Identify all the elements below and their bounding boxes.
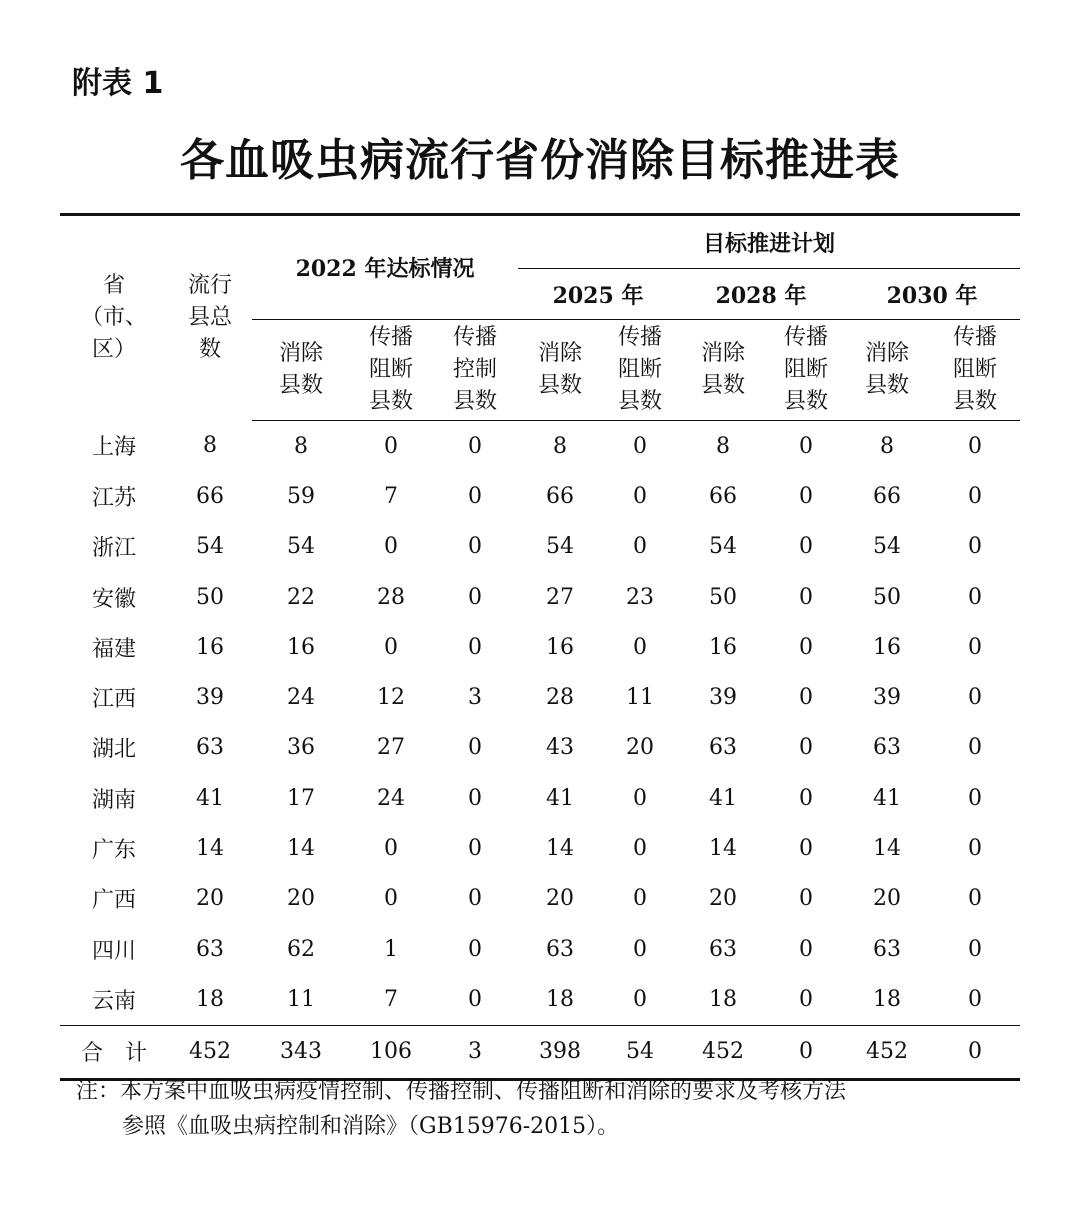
cell-i25: 0	[633, 886, 648, 912]
cell-e30: 20	[873, 886, 902, 912]
cell-c22: 0	[468, 534, 482, 560]
cell-c22: 0	[468, 584, 482, 610]
cell-i25: 0	[633, 986, 648, 1012]
cell-i25: 54	[602, 1025, 678, 1079]
header-2022-interrupted: 传播阻断县数	[350, 320, 432, 421]
target-table	[60, 213, 1020, 1081]
cell-e30: 8	[880, 433, 895, 459]
header-2028-interrupted: 传播阻断县数	[768, 320, 844, 421]
table-row	[60, 622, 1020, 672]
cell-e28: 18	[709, 986, 738, 1012]
cell-i22: 0	[384, 634, 398, 660]
cell-i25: 23	[626, 584, 655, 610]
cell-i28: 0	[799, 735, 814, 761]
cell-e22: 22	[287, 584, 315, 610]
cell-e30: 54	[873, 534, 902, 560]
total-row	[60, 1025, 1020, 1079]
table-row	[60, 672, 1020, 722]
cell-e30: 452	[844, 1025, 930, 1079]
cell-i30: 0	[968, 433, 983, 459]
header-2025-eliminated: 消除县数	[518, 320, 602, 421]
cell-i30: 0	[968, 735, 983, 761]
cell-i22: 7	[384, 986, 398, 1012]
cell-i28: 0	[799, 986, 814, 1012]
cell-e22: 59	[287, 483, 315, 509]
cell-e25: 43	[546, 735, 575, 761]
cell-i28: 0	[799, 534, 814, 560]
province-name: 湖北	[91, 737, 136, 763]
cell-i30: 0	[968, 634, 983, 660]
cell-total: 66	[196, 483, 224, 509]
cell-i28: 0	[799, 584, 814, 610]
cell-i25: 11	[626, 685, 655, 711]
cell-e28: 63	[709, 735, 738, 761]
cell-e28: 8	[716, 433, 731, 459]
table-note	[76, 1074, 976, 1144]
cell-c22: 0	[468, 735, 482, 761]
cell-e25: 54	[546, 534, 575, 560]
header-target-plan: 目标推进计划	[518, 215, 1020, 269]
cell-i30: 0	[930, 1025, 1020, 1079]
cell-i28: 0	[768, 1025, 844, 1079]
cell-e28: 66	[709, 483, 738, 509]
cell-c22: 0	[468, 836, 482, 862]
province-name: 云南	[91, 988, 136, 1014]
cell-i25: 0	[633, 433, 648, 459]
cell-e28: 20	[709, 886, 738, 912]
cell-e30: 14	[873, 836, 902, 862]
cell-e28: 39	[709, 685, 738, 711]
cell-c22: 3	[432, 1025, 518, 1079]
cell-e22: 20	[287, 886, 315, 912]
cell-e30: 41	[873, 785, 902, 811]
cell-e28: 54	[709, 534, 738, 560]
cell-c22: 0	[468, 785, 482, 811]
header-2030-eliminated: 消除县数	[844, 320, 930, 421]
cell-e25: 20	[546, 886, 575, 912]
province-name: 江西	[91, 687, 136, 713]
cell-e22: 11	[287, 986, 315, 1012]
cell-i28: 0	[799, 634, 814, 660]
province-name: 四川	[91, 938, 136, 964]
cell-e28: 63	[709, 936, 738, 962]
cell-c22: 0	[468, 433, 482, 459]
cell-i28: 0	[799, 886, 814, 912]
header-2028-eliminated: 消除县数	[678, 320, 768, 421]
page-title: 各血吸虫病流行省份消除目标推进表	[180, 135, 900, 186]
province-name: 湖南	[91, 787, 136, 813]
cell-e22: 24	[287, 685, 315, 711]
cell-e25: 18	[546, 986, 575, 1012]
cell-total: 50	[196, 584, 224, 610]
note-line-1: 注：本方案中血吸虫病疫情控制、传播控制、传播阻断和消除的要求及考核方法	[76, 1079, 847, 1104]
cell-total: 14	[196, 836, 224, 862]
cell-total: 8	[203, 433, 217, 459]
cell-total: 54	[196, 534, 224, 560]
cell-e22: 16	[287, 634, 315, 660]
cell-e30: 66	[873, 483, 902, 509]
header-2022-eliminated: 消除县数	[252, 320, 350, 421]
cell-e28: 50	[709, 584, 738, 610]
cell-i22: 106	[350, 1025, 432, 1079]
cell-total: 63	[196, 936, 224, 962]
cell-e30: 16	[873, 634, 902, 660]
cell-e22: 8	[294, 433, 308, 459]
table-row	[60, 874, 1020, 924]
cell-i30: 0	[968, 534, 983, 560]
cell-i28: 0	[799, 785, 814, 811]
cell-i30: 0	[968, 836, 983, 862]
cell-c22: 0	[468, 634, 482, 660]
cell-c22: 0	[468, 936, 482, 962]
cell-i28: 0	[799, 483, 814, 509]
cell-i25: 0	[633, 634, 648, 660]
cell-total: 20	[196, 886, 224, 912]
cell-e28: 41	[709, 785, 738, 811]
table-row	[60, 723, 1020, 773]
cell-total: 41	[196, 785, 224, 811]
table-row	[60, 471, 1020, 521]
cell-e28: 14	[709, 836, 738, 862]
cell-i22: 0	[384, 886, 398, 912]
cell-e30: 39	[873, 685, 902, 711]
table-row	[60, 924, 1020, 974]
cell-i30: 0	[968, 584, 983, 610]
cell-i22: 0	[384, 534, 398, 560]
province-name: 广东	[91, 838, 136, 864]
cell-i22: 1	[384, 936, 398, 962]
header-year-2025: 2025 年	[518, 269, 678, 320]
cell-e25: 8	[553, 433, 568, 459]
cell-e25: 398	[518, 1025, 602, 1079]
cell-i25: 0	[633, 534, 648, 560]
cell-e25: 66	[546, 483, 575, 509]
cell-e25: 63	[546, 936, 575, 962]
cell-i25: 0	[633, 483, 648, 509]
cell-i25: 0	[633, 836, 648, 862]
cell-e30: 18	[873, 986, 902, 1012]
cell-c22: 0	[468, 483, 482, 509]
cell-i25: 20	[626, 735, 655, 761]
cell-c22: 3	[468, 685, 482, 711]
header-province: 省（市、区）	[80, 273, 147, 363]
appendix-label: 附表 1	[72, 66, 164, 101]
table-body	[60, 421, 1020, 1026]
cell-e28: 452	[678, 1025, 768, 1079]
cell-e25: 14	[546, 836, 575, 862]
header-2022-controlled: 传播控制县数	[432, 320, 518, 421]
cell-i30: 0	[968, 785, 983, 811]
province-name: 福建	[91, 636, 136, 662]
cell-i28: 0	[799, 936, 814, 962]
cell-e25: 41	[546, 785, 575, 811]
province-name: 浙江	[91, 536, 136, 562]
table-row	[60, 572, 1020, 622]
cell-e22: 17	[287, 785, 315, 811]
cell-e22: 36	[287, 735, 315, 761]
cell-e30: 63	[873, 735, 902, 761]
cell-i30: 0	[968, 886, 983, 912]
cell-i30: 0	[968, 986, 983, 1012]
cell-c22: 0	[468, 886, 482, 912]
cell-total: 39	[196, 685, 224, 711]
cell-i28: 0	[799, 685, 814, 711]
cell-i22: 12	[377, 685, 405, 711]
table-row	[60, 974, 1020, 1025]
cell-i22: 0	[384, 433, 398, 459]
cell-i22: 7	[384, 483, 398, 509]
header-2025-interrupted: 传播阻断县数	[602, 320, 678, 421]
province-name: 江苏	[91, 485, 136, 511]
cell-e25: 27	[546, 584, 575, 610]
cell-total: 452	[168, 1025, 252, 1079]
cell-e22: 14	[287, 836, 315, 862]
cell-i30: 0	[968, 936, 983, 962]
province-name: 广西	[91, 888, 136, 914]
cell-i28: 0	[799, 433, 814, 459]
table-row	[60, 522, 1020, 572]
cell-e30: 50	[873, 584, 902, 610]
province-name: 安徽	[91, 586, 136, 612]
cell-i30: 0	[968, 685, 983, 711]
cell-i28: 0	[799, 836, 814, 862]
header-year-2028: 2028 年	[678, 269, 844, 320]
cell-i22: 24	[377, 785, 405, 811]
cell-e22: 343	[252, 1025, 350, 1079]
header-year-2030: 2030 年	[844, 269, 1020, 320]
table-row	[60, 823, 1020, 873]
cell-e28: 16	[709, 634, 738, 660]
cell-i25: 0	[633, 785, 648, 811]
province-name: 上海	[91, 435, 136, 461]
total-label: 合 计	[60, 1025, 168, 1079]
header-2022-status: 2022 年达标情况	[252, 215, 518, 320]
cell-total: 16	[196, 634, 224, 660]
note-line-2: 参照《血吸虫病控制和消除》（GB15976-2015）。	[122, 1114, 620, 1139]
cell-i22: 28	[377, 584, 405, 610]
cell-total: 18	[196, 986, 224, 1012]
cell-e22: 54	[287, 534, 315, 560]
cell-e22: 62	[287, 936, 315, 962]
cell-i25: 0	[633, 936, 648, 962]
table-row	[60, 773, 1020, 823]
target-table-container	[60, 213, 1020, 1081]
cell-e25: 28	[546, 685, 575, 711]
cell-e30: 63	[873, 936, 902, 962]
table-row	[60, 421, 1020, 472]
cell-total: 63	[196, 735, 224, 761]
cell-i30: 0	[968, 483, 983, 509]
cell-i22: 0	[384, 836, 398, 862]
cell-i22: 27	[377, 735, 405, 761]
header-2030-interrupted: 传播阻断县数	[930, 320, 1020, 421]
cell-c22: 0	[468, 986, 482, 1012]
cell-e25: 16	[546, 634, 575, 660]
header-endemic-counties: 流行县总数	[187, 273, 232, 363]
